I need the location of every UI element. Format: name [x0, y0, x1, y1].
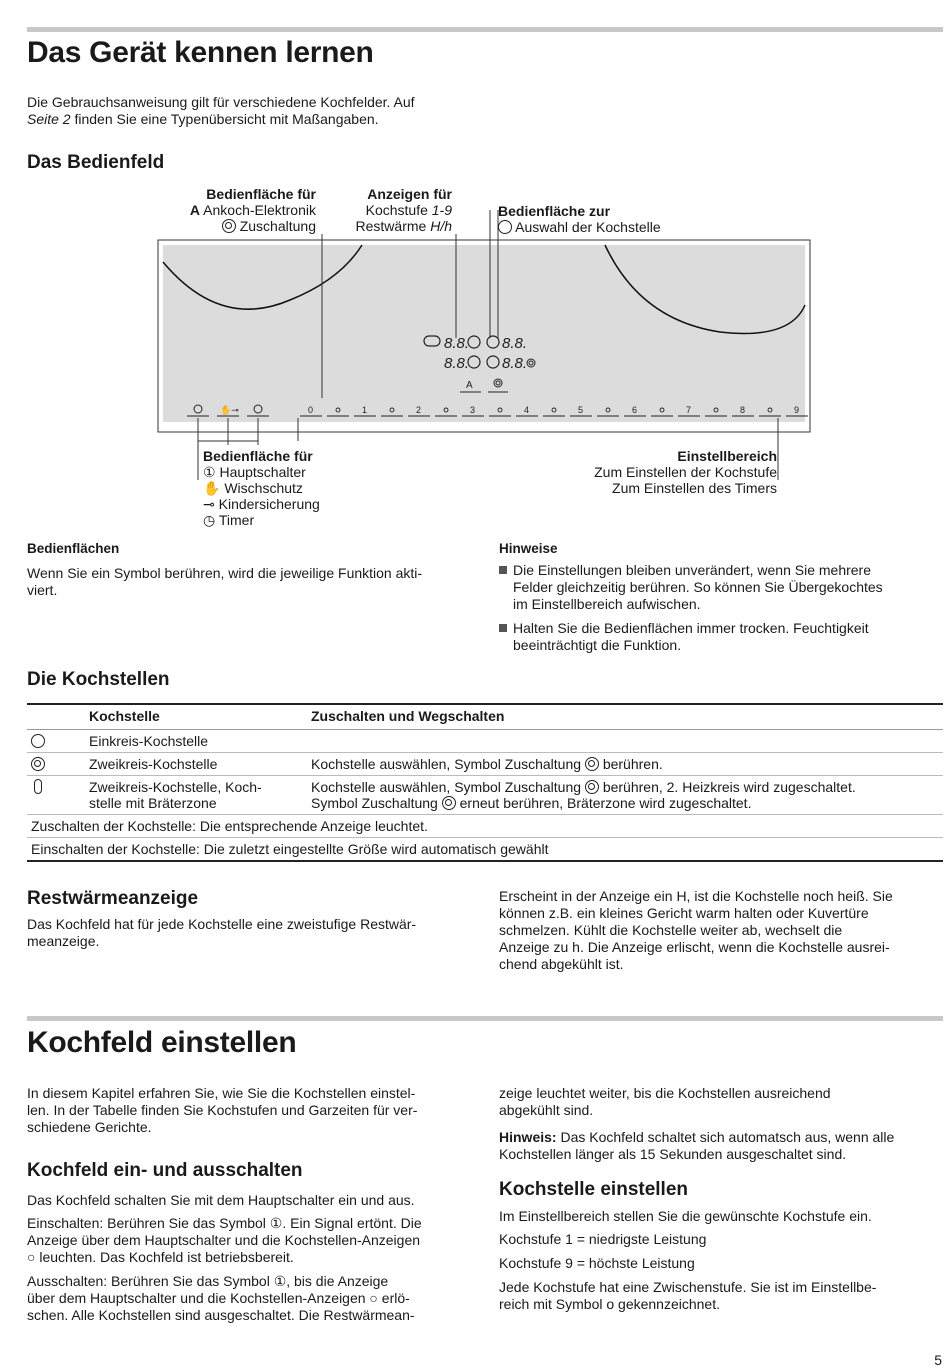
table-row — [27, 776, 943, 815]
callout-text: Zuschaltung — [239, 218, 316, 234]
hinweise-heading: Hinweise — [499, 541, 558, 556]
right-p1 — [499, 1085, 943, 1119]
restwaerme-left — [27, 916, 477, 950]
control-panel-diagram — [0, 180, 950, 480]
ring-icon — [31, 734, 45, 748]
text-line: Halten Sie die Bedienflächen immer trocken. Feuchtigkeit — [513, 620, 869, 636]
text-line: können z.B. ein kleines Gericht warm halten oder Kuvertüre — [499, 905, 869, 921]
scale-label[interactable]: 6 — [632, 405, 638, 415]
text-line: Jede Kochstufe hat eine Zwischenstufe. Sie ist im Einstellbe- — [499, 1279, 877, 1295]
text-part: Zweikreis-Kochstelle, Koch- — [89, 779, 262, 795]
text-line: Kochstellen länger als 15 Sekunden ausgeschaltet sind. — [499, 1146, 847, 1162]
text-line: Die Einstellungen bleiben unverändert, wenn Sie mehrere — [513, 562, 871, 578]
text-line: chend abgekühlt ist. — [499, 956, 624, 972]
dual-ring-icon — [585, 757, 599, 771]
callout-value: 1-9 — [431, 202, 452, 218]
text-line: Das Kochfeld hat für jede Kochstelle eine zweistufige Restwär- — [27, 916, 417, 932]
einstellen-p2: Kochstufe 1 = niedrigste Leistung — [499, 1231, 707, 1247]
text-line: ○ leuchten. Das Kochfeld ist betriebsbereit. — [27, 1249, 294, 1265]
text-line: schen. Alle Kochstellen sind ausgeschaltet. Die Restwärmean- — [27, 1307, 415, 1323]
kochstellen-table — [27, 703, 943, 862]
callout-text: Auswahl der Kochstelle — [515, 219, 661, 235]
text-line: schiedene Gerichte. — [27, 1119, 152, 1135]
restwaerme-right — [499, 888, 943, 973]
table-cell-icon — [27, 776, 85, 815]
callout-einstellbereich — [540, 448, 777, 496]
text-line: viert. — [27, 582, 58, 598]
bedienflaechen-text — [27, 565, 477, 599]
text-part: stelle mit Bräterzone — [89, 795, 217, 811]
section-rule — [27, 1016, 943, 1021]
scale-label[interactable]: 5 — [578, 405, 584, 415]
table-cell — [85, 776, 307, 815]
text-line: schmelzen. Kühlt die Kochstelle weiter ab, wechselt die — [499, 922, 843, 938]
table-header-row — [27, 704, 943, 730]
table-cell — [307, 776, 943, 815]
scale-label[interactable]: 1 — [362, 405, 368, 415]
display-digits: 8.8. — [502, 355, 528, 372]
text-line: Das Kochfeld schaltet sich automatsch aus, wenn alle — [556, 1129, 895, 1145]
table-header-kochstelle: Kochstelle — [85, 704, 307, 730]
einstellen-p3: Kochstufe 9 = höchste Leistung — [499, 1255, 695, 1271]
scale-label[interactable]: 0 — [308, 405, 314, 415]
ein-aus-p3 — [27, 1273, 477, 1324]
table-note: Zuschalten der Kochstelle: Die entsprechende Anzeige leuchtet. — [27, 815, 943, 838]
text-line: len. In der Tabelle finden Sie Kochstufen und Garzeiten für ver- — [27, 1102, 418, 1118]
table-header-schalten: Zuschalten und Wegschalten — [307, 704, 943, 730]
table-cell — [307, 753, 943, 776]
table-note: Einschalten der Kochstelle: Die zuletzt eingestellte Größe wird automatisch gewählt — [27, 838, 943, 862]
scale-label[interactable]: 8 — [740, 405, 746, 415]
table-row — [27, 753, 943, 776]
einstellen-p1: Im Einstellbereich stellen Sie die gewünschte Kochstufe ein. — [499, 1208, 872, 1224]
hinweis-item — [513, 620, 943, 654]
panel-surface — [163, 245, 805, 422]
callout-title: Bedienfläche zur — [498, 203, 611, 219]
callout-value: H/h — [430, 218, 452, 234]
section-rule — [27, 27, 943, 32]
display-digits: 8.8. — [444, 335, 470, 352]
text-line: Einschalten: Berühren Sie das Symbol ①. Ein Signal ertönt. Die — [27, 1215, 422, 1231]
restwaerme-heading: Restwärmeanzeige — [27, 888, 199, 909]
scale-label[interactable]: 3 — [470, 405, 476, 415]
callout-text: Restwärme — [355, 218, 427, 234]
text-line: zeige leuchtet weiter, bis die Kochstellen ausreichend — [499, 1085, 831, 1101]
table-note-row — [27, 838, 943, 862]
intro-line: Die Gebrauchsanweisung gilt für verschiedene Kochfelder. Auf — [27, 94, 415, 110]
table-cell-icon — [27, 730, 85, 753]
callout-a-key: A — [189, 202, 201, 218]
text-line: Anzeige über dem Hauptschalter und die Kochstellen-Anzeigen — [27, 1232, 421, 1248]
section2-intro — [27, 1085, 477, 1136]
section-title: Kochfeld einstellen — [27, 1026, 297, 1059]
table-cell: Einkreis-Kochstelle — [85, 730, 307, 753]
text-line: Wenn Sie ein Symbol berühren, wird die jeweilige Funktion akti- — [27, 565, 423, 581]
callout-title: Anzeigen für — [367, 186, 452, 202]
bedienfeld-heading: Das Bedienfeld — [27, 152, 165, 173]
ein-aus-p2 — [27, 1215, 477, 1266]
ein-aus-heading: Kochfeld ein- und ausschalten — [27, 1160, 303, 1181]
intro-line: finden Sie eine Typenübersicht mit Maßangaben. — [70, 111, 379, 127]
hinweis-paragraph — [499, 1129, 943, 1163]
callout-text: Hauptschalter — [219, 464, 306, 480]
text-line: In diesem Kapitel erfahren Sie, wie Sie die Kochstellen einstel- — [27, 1085, 416, 1101]
dual-ring-icon — [585, 780, 599, 794]
kochstelle-einstellen-heading: Kochstelle einstellen — [499, 1179, 689, 1200]
kochstellen-heading: Die Kochstellen — [27, 669, 170, 690]
text-line: Felder gleichzeitig berühren. So können Sie Übergekochtes — [513, 579, 883, 595]
callout-text: Timer — [218, 512, 255, 528]
hinweis-label: Hinweis: — [499, 1129, 557, 1145]
table-cell-icon — [27, 753, 85, 776]
text-line: beeinträchtigt die Funktion. — [513, 637, 682, 653]
dual-ring-icon — [442, 796, 456, 810]
table-row — [27, 730, 943, 753]
callout-title: Bedienfläche für — [206, 186, 316, 202]
callout-text: Zum Einstellen der Kochstufe — [594, 464, 777, 480]
text-line: Erscheint in der Anzeige ein H, ist die Kochstelle noch heiß. Sie — [499, 888, 893, 904]
callout-text: Wischschutz — [224, 480, 303, 496]
scale-label[interactable]: 9 — [794, 405, 800, 415]
bullet-icon — [499, 624, 507, 632]
scale-label[interactable]: 7 — [686, 405, 692, 415]
ankoch-key-label: A — [466, 380, 473, 391]
power-icon: ① — [203, 464, 216, 480]
text-part: Kochstelle auswählen, Symbol Zuschaltung — [311, 779, 582, 795]
text-line: im Einstellbereich aufwischen. — [513, 596, 701, 612]
callout-text: Ankoch-Elektronik — [200, 202, 316, 218]
text-line: Ausschalten: Berühren Sie das Symbol ①, bis die Anzeige — [27, 1273, 389, 1289]
hand-icon: ✋ — [203, 480, 221, 496]
lock-icon: ✋⊸ — [220, 406, 239, 416]
page-title: Das Gerät kennen lernen — [27, 36, 374, 69]
ein-aus-p1: Das Kochfeld schalten Sie mit dem Hauptschalter ein und aus. — [27, 1192, 415, 1208]
page-number: 5 — [934, 1352, 942, 1368]
callout-text: Kindersicherung — [218, 496, 320, 512]
einstellen-p4 — [499, 1279, 943, 1313]
callout-title: Einstellbereich — [677, 448, 777, 464]
text-line: meanzeige. — [27, 933, 100, 949]
callout-text: Kochstufe — [365, 202, 428, 218]
scale-label[interactable]: 2 — [416, 405, 422, 415]
timer-icon: ◷ — [203, 512, 216, 528]
text-part: Kochstelle auswählen, Symbol Zuschaltung — [311, 756, 582, 772]
display-digits: 8.8. — [444, 355, 470, 372]
text-line: Anzeige zu h. Die Anzeige erlischt, wenn die Kochstelle ausrei- — [499, 939, 890, 955]
text-part: erneut berühren, Bräterzone wird zugeschaltet. — [455, 795, 752, 811]
table-header-icon — [27, 704, 85, 730]
bedienflaechen-heading: Bedienflächen — [27, 541, 120, 556]
table-cell: Zweikreis-Kochstelle — [85, 753, 307, 776]
callout-text: Zum Einstellen des Timers — [612, 480, 777, 496]
dual-ring-icon — [31, 757, 45, 771]
text-part: berühren, 2. Heizkreis wird zugeschaltet. — [598, 779, 856, 795]
table-note-row — [27, 815, 943, 838]
callout-title: Bedienfläche für — [203, 448, 313, 464]
text-part: berühren. — [598, 756, 663, 772]
intro-paragraph — [27, 94, 477, 128]
text-line: abgekühlt sind. — [499, 1102, 594, 1118]
oval-zone-icon — [34, 779, 42, 794]
key-icon: ⊸ — [203, 496, 215, 512]
scale-label[interactable]: 4 — [524, 405, 530, 415]
text-line: reich mit Symbol o gekennzeichnet. — [499, 1296, 720, 1312]
text-part: Symbol Zuschaltung — [311, 795, 438, 811]
hinweis-item — [513, 562, 943, 613]
text-line: über dem Hauptschalter und die Kochstellen-Anzeigen ○ erlö- — [27, 1290, 410, 1306]
callout-bedienflaeche-fuer — [203, 448, 403, 528]
table-cell — [307, 730, 943, 753]
bullet-icon — [499, 566, 507, 574]
display-digits: 8.8. — [502, 335, 528, 352]
intro-page-ref: Seite 2 — [27, 111, 71, 127]
